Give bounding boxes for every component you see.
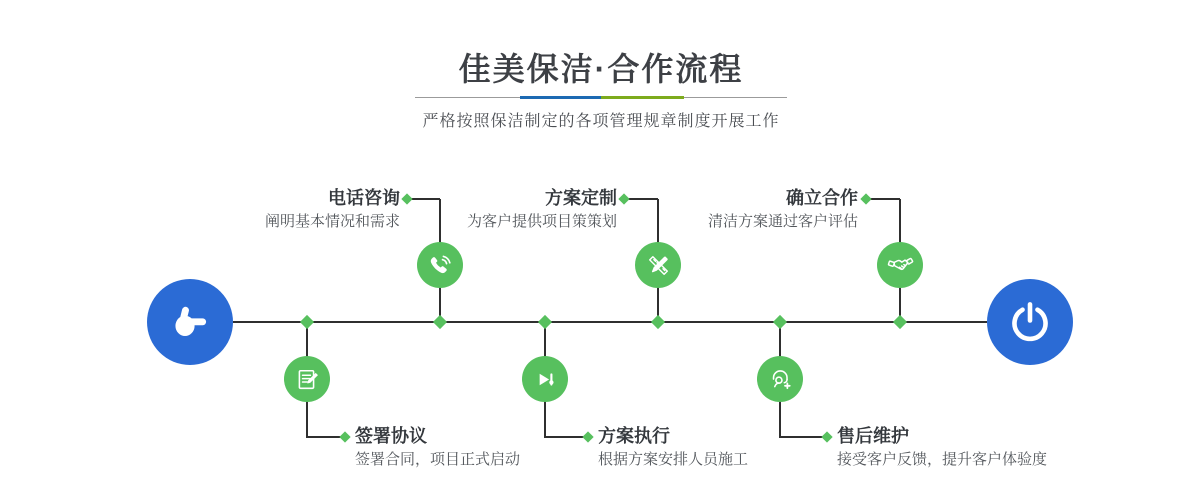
title-divider — [415, 96, 787, 100]
connector-horizontal — [779, 436, 827, 438]
step-circle-phone — [417, 242, 463, 288]
step-label-aftersales — [837, 426, 1047, 469]
phone-icon — [427, 252, 454, 279]
step-label-phone — [265, 188, 400, 231]
junction-diamond — [300, 315, 314, 329]
label-diamond — [860, 193, 871, 204]
step-title: 电话咨询 — [328, 188, 400, 208]
timeline-start-circle — [147, 279, 233, 365]
page-subtitle: 严格按照保洁制定的各项管理规章制度开展工作 — [422, 113, 780, 130]
step-circle-sign — [284, 356, 330, 402]
pointing-hand-icon — [167, 299, 213, 345]
junction-diamond — [433, 315, 447, 329]
junction-diamond — [893, 315, 907, 329]
step-circle-aftersales — [757, 356, 803, 402]
step-label-plan — [467, 188, 617, 231]
timeline-end-circle — [987, 279, 1073, 365]
headset-plus-icon — [767, 366, 794, 393]
divider-blue-segment — [520, 96, 601, 99]
power-icon — [1007, 299, 1053, 345]
junction-diamond — [538, 315, 552, 329]
step-title: 售后维护 — [837, 426, 909, 446]
step-circle-execute — [522, 356, 568, 402]
step-label-sign — [355, 426, 520, 469]
step-title: 方案执行 — [598, 426, 670, 446]
label-diamond — [821, 431, 832, 442]
step-title: 确立合作 — [786, 188, 858, 208]
step-desc: 阐明基本情况和需求 — [264, 213, 400, 230]
step-circle-cooperate — [877, 242, 923, 288]
divider-green-segment — [601, 96, 684, 99]
step-label-cooperate — [708, 188, 858, 231]
step-title: 签署协议 — [355, 426, 427, 446]
step-desc: 签署合同，项目正式启动 — [355, 451, 521, 468]
contract-pen-icon — [294, 366, 321, 393]
step-label-execute — [598, 426, 748, 469]
page-title: 佳美保洁·合作流程 — [458, 51, 744, 87]
pencil-ruler-icon — [645, 252, 672, 279]
junction-diamond — [651, 315, 665, 329]
timeline-main-line — [233, 321, 987, 323]
label-diamond — [582, 431, 593, 442]
junction-diamond — [773, 315, 787, 329]
handshake-icon — [887, 252, 914, 279]
step-desc: 为客户提供项目策策划 — [466, 213, 617, 230]
step-desc: 接受客户反馈，提升客户体验度 — [837, 451, 1048, 468]
step-circle-plan — [635, 242, 681, 288]
step-desc: 清洁方案通过客户评估 — [707, 213, 858, 230]
step-title: 方案定制 — [545, 188, 617, 208]
step-desc: 根据方案安排人员施工 — [598, 451, 749, 468]
label-diamond — [401, 193, 412, 204]
label-diamond — [618, 193, 629, 204]
label-diamond — [339, 431, 350, 442]
play-slider-icon — [532, 366, 559, 393]
